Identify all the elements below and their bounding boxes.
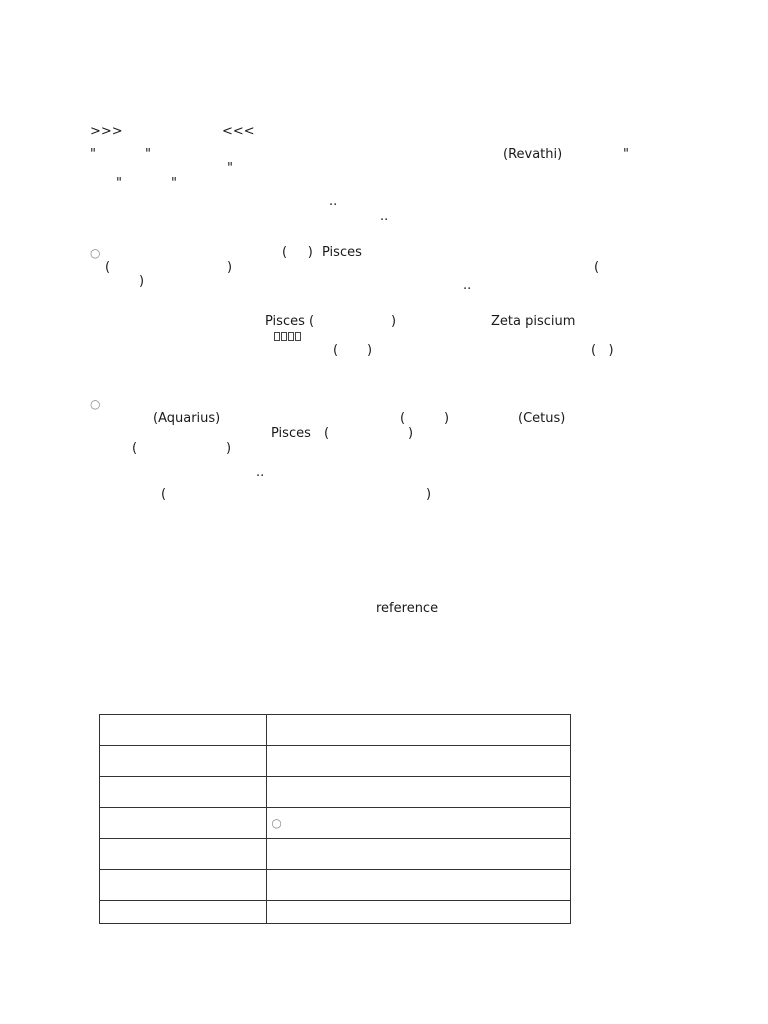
open-paren: ( <box>132 441 138 456</box>
close-paren: ) <box>227 260 233 275</box>
quote-mark: " <box>145 147 151 162</box>
bullet-circle-icon: ○ <box>90 246 101 260</box>
zeta-piscium-label: Zeta piscium <box>491 314 576 329</box>
missing-glyph-boxes <box>274 330 302 343</box>
open-paren: ( <box>594 260 600 275</box>
reference-heading: reference <box>376 601 439 616</box>
ellipsis-dots: .. <box>463 278 472 293</box>
table-cell-bullet: ○ <box>267 808 571 839</box>
quote-mark: " <box>90 147 96 162</box>
header-right-marker: <<< <box>222 124 255 139</box>
close-paren: ) <box>426 487 432 502</box>
table-row <box>100 901 571 924</box>
close-paren: ) <box>226 441 232 456</box>
quote-mark: " <box>623 147 629 162</box>
close-paren: ) <box>408 426 414 441</box>
ellipsis-dots: .. <box>256 465 265 480</box>
table-cell <box>100 777 267 808</box>
table-cell <box>267 901 571 924</box>
table-row <box>100 777 571 808</box>
paren-pair: ( ) <box>282 245 313 260</box>
table-cell <box>267 715 571 746</box>
paren-pair: ( ) <box>333 343 373 358</box>
ellipsis-dots: .. <box>329 194 338 209</box>
close-paren: ) <box>444 411 450 426</box>
table-cell <box>267 839 571 870</box>
quote-mark: " <box>171 176 177 191</box>
close-paren: ) <box>139 274 145 289</box>
table-cell <box>100 870 267 901</box>
quote-mark: " <box>116 176 122 191</box>
open-paren: ( <box>105 260 111 275</box>
ellipsis-dots: .. <box>380 209 389 224</box>
pisces-label: Pisces <box>271 426 311 441</box>
open-paren: ( <box>324 426 330 441</box>
table-cell <box>267 870 571 901</box>
table-row <box>100 808 571 839</box>
aquarius-label: (Aquarius) <box>153 411 221 426</box>
reference-table <box>99 714 571 924</box>
open-paren: ( <box>400 411 406 426</box>
table-cell <box>100 808 267 839</box>
table-row <box>100 746 571 777</box>
cetus-label: (Cetus) <box>518 411 566 426</box>
table-row <box>100 839 571 870</box>
table-cell <box>100 901 267 924</box>
open-paren: ( <box>161 487 167 502</box>
quote-mark: " <box>227 161 233 176</box>
table-cell <box>100 715 267 746</box>
table-cell <box>100 839 267 870</box>
paren-pair: ( ) <box>591 343 614 358</box>
revathi-label: (Revathi) <box>503 147 563 162</box>
header-left-marker: >>> <box>90 124 123 139</box>
close-paren: ) <box>391 314 397 329</box>
table-row <box>100 870 571 901</box>
table-cell <box>267 746 571 777</box>
bullet-circle-icon: ○ <box>90 397 101 411</box>
pisces-label: Pisces <box>322 245 362 260</box>
table-cell <box>100 746 267 777</box>
table-row <box>100 715 571 746</box>
table-cell <box>267 777 571 808</box>
pisces-label: Pisces ( <box>265 314 315 329</box>
